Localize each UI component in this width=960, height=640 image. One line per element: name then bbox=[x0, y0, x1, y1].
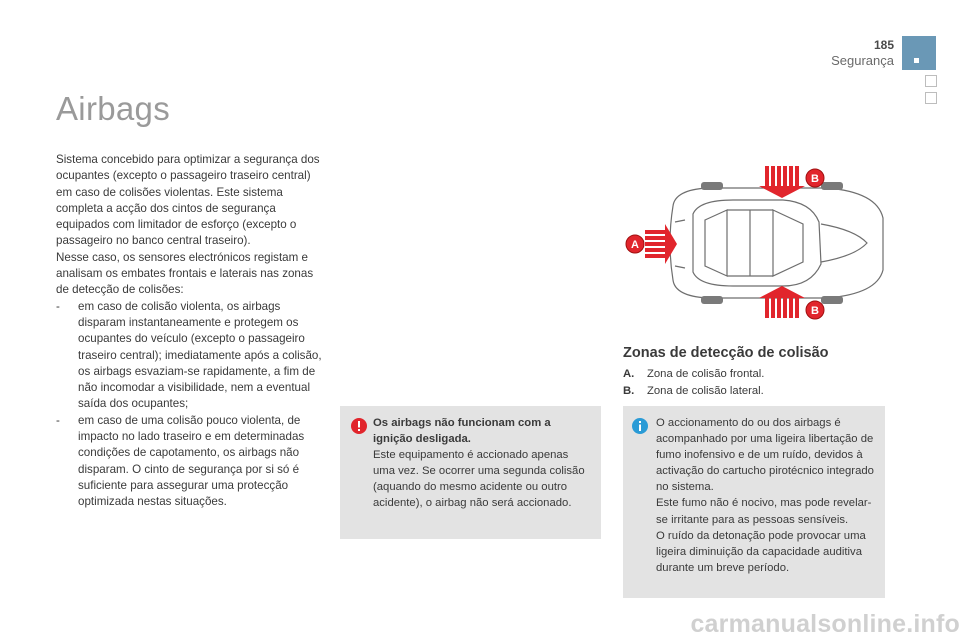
collision-zone-diagram bbox=[615, 162, 887, 322]
wheel bbox=[701, 296, 723, 304]
list-item bbox=[623, 383, 764, 400]
label-b-top: B bbox=[811, 173, 819, 185]
list-item bbox=[56, 299, 322, 413]
wheel bbox=[821, 182, 843, 190]
zone-text: Zona de colisão lateral. bbox=[647, 384, 764, 397]
watermark: carmanualsonline.info bbox=[690, 610, 960, 638]
list-item bbox=[623, 366, 764, 383]
bullet-text: em caso de colisão violenta, os airbags disparam instantaneamente e protegem os ocupantes do veículo (excepto o passageiro traseiro central); imediatamente após a colisão, os airbags esvaziam-se rapidamente, a fim de não incomodar a visibilidade, nem a eventual saída dos ocupantes; bbox=[78, 299, 322, 411]
warning-icon bbox=[351, 418, 367, 434]
page-number: 185 bbox=[873, 38, 894, 52]
chapter-marker-active bbox=[902, 36, 936, 70]
warning-box bbox=[340, 406, 601, 539]
page-title: Airbags bbox=[56, 90, 170, 127]
zone-key: B. bbox=[623, 384, 635, 397]
zones-heading: Zonas de detecção de colisão bbox=[623, 345, 829, 361]
bullet-text: em caso de uma colisão pouco violenta, de impacto no lado traseiro e em determinadas condições de capotamento, os airbags não disparam. O cinto de segurança por si só é suficiente para assegurar uma protecção optimizada nestas situações. bbox=[78, 413, 305, 509]
side-impact-arrow-bottom bbox=[759, 286, 805, 318]
chapter-marker-box bbox=[925, 92, 937, 104]
info-paragraph: O ruído da detonação pode provocar uma ligeira diminuição da capacidade auditiva durante um breve período. bbox=[656, 529, 866, 574]
label-b-bottom: B bbox=[811, 305, 819, 317]
wheel bbox=[821, 296, 843, 304]
zone-key: A. bbox=[623, 368, 635, 380]
info-icon bbox=[632, 418, 648, 434]
front-impact-arrow bbox=[645, 224, 677, 264]
info-paragraph: Este fumo não é nocivo, mas pode revelar-se irritante para as pessoas sensíveis. bbox=[656, 497, 872, 526]
chapter-marker-dot bbox=[914, 58, 919, 63]
side-impact-arrow-top bbox=[759, 166, 805, 198]
warning-text bbox=[373, 415, 591, 512]
bullet-dash: - bbox=[56, 299, 60, 313]
info-text bbox=[656, 415, 878, 576]
chapter-marker-box bbox=[925, 75, 937, 87]
intro-paragraph: Sistema concebido para optimizar a segurança dos ocupantes (excepto o passageiro traseiro central) em caso de colisões violentas. Este sistema completa a acção dos cintos de segurança equipados com limitador de esforço (excepto o passageiro no banco central traseiro). bbox=[56, 153, 320, 248]
intro-paragraph: Nesse caso, os sensores electrónicos registam e analisam os embates frontais e laterais nas zonas de detecção de colisões: bbox=[56, 250, 314, 297]
warning-body: Este equipamento é accionado apenas uma vez. Se ocorrer uma segunda colisão (aquando do mesmo acidente ou outro acidente), o airbag não será accionado. bbox=[373, 449, 585, 510]
label-a: A bbox=[631, 239, 639, 251]
intro-text bbox=[56, 152, 322, 511]
info-paragraph: O accionamento do ou dos airbags é acompanhado por uma ligeira libertação de fumo inofensivo e de um ruído, devidos à activação do cartucho pirotécnico integrado no sistema. bbox=[656, 417, 874, 494]
zone-text: Zona de colisão frontal. bbox=[647, 368, 765, 380]
zones-list bbox=[623, 366, 764, 399]
wheel bbox=[701, 182, 723, 190]
bullet-dash: - bbox=[56, 413, 60, 427]
car-outline bbox=[670, 188, 883, 298]
info-box bbox=[623, 406, 885, 598]
list-item bbox=[56, 413, 322, 511]
warning-headline: Os airbags não funcionam com a ignição desligada. bbox=[373, 417, 551, 446]
section-title: Segurança bbox=[831, 53, 894, 68]
